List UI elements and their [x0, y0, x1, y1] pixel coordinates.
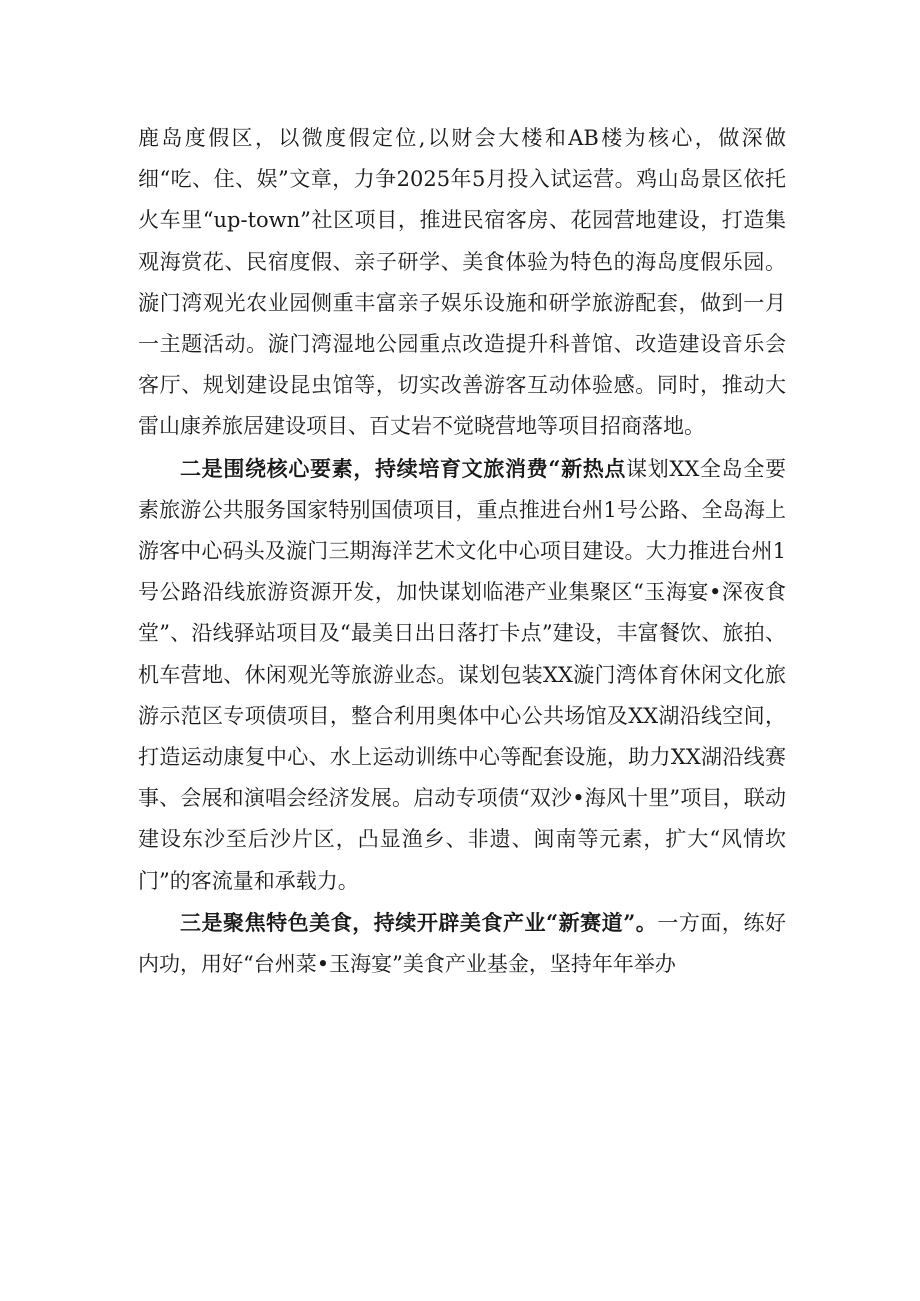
- document-body: [138, 118, 786, 985]
- paragraph-2-lead: 二是围绕核心要素，持续培育文旅消费“新热点: [180, 455, 627, 481]
- paragraph-3-lead: 三是聚焦特色美食，持续开辟美食产业“新赛道”。: [180, 909, 658, 935]
- paragraph-1-text: 鹿岛度假区，以微度假定位,以财会大楼和AB楼为核心，做深做细“吃、住、娱”文章，力争2025年5月投入试运营。鸡山岛景区依托火车里“up-town”社区项目，推进民宿客房、花园营地建设，打造集观海赏花、民宿度假、亲子研学、美食体验为特色的海岛度假乐园。漩门湾观光农业园侧重丰富亲子娱乐设施和研学旅游配套，做到一月一主题活动。漩门湾湿地公园重点改造提升科普馆、改造建设音乐会客厅、规划建设昆虫馆等，切实改善游客互动体验感。同时，推动大雷山康养旅居建设项目、百丈岩不觉晓营地等项目招商落地。: [138, 126, 786, 439]
- paragraph-3: [138, 902, 786, 985]
- paragraph-2-text: 谋划XX全岛全要素旅游公共服务国家特别国债项目，重点推进台州1号公路、全岛海上游客中心码头及漩门三期海洋艺术文化中心项目建设。大力推进台州1号公路沿线旅游资源开发，加快谋划临港产业集聚区“玉海宴•深夜食堂”、沿线驿站项目及“最美日出日落打卡点”建设，丰富餐饮、旅拍、机车营地、休闲观光等旅游业态。谋划包装XX漩门湾体育休闲文化旅游示范区专项债项目，整合利用奥体中心公共场馆及XX湖沿线空间，打造运动康复中心、水上运动训练中心等配套设施，助力XX湖沿线赛事、会展和演唱会经济发展。启动专项债“双沙•海风十里”项目，联动建设东沙至后沙片区，凸显渔乡、非遗、闽南等元素，扩大“风情坎门”的客流量和承载力。: [138, 456, 786, 893]
- paragraph-3-text: 一方面，练好内功，用好“台州菜•玉海宴”美食产业基金，坚持年年举办: [138, 910, 786, 977]
- paragraph-2: [138, 448, 786, 902]
- paragraph-1: [138, 118, 786, 448]
